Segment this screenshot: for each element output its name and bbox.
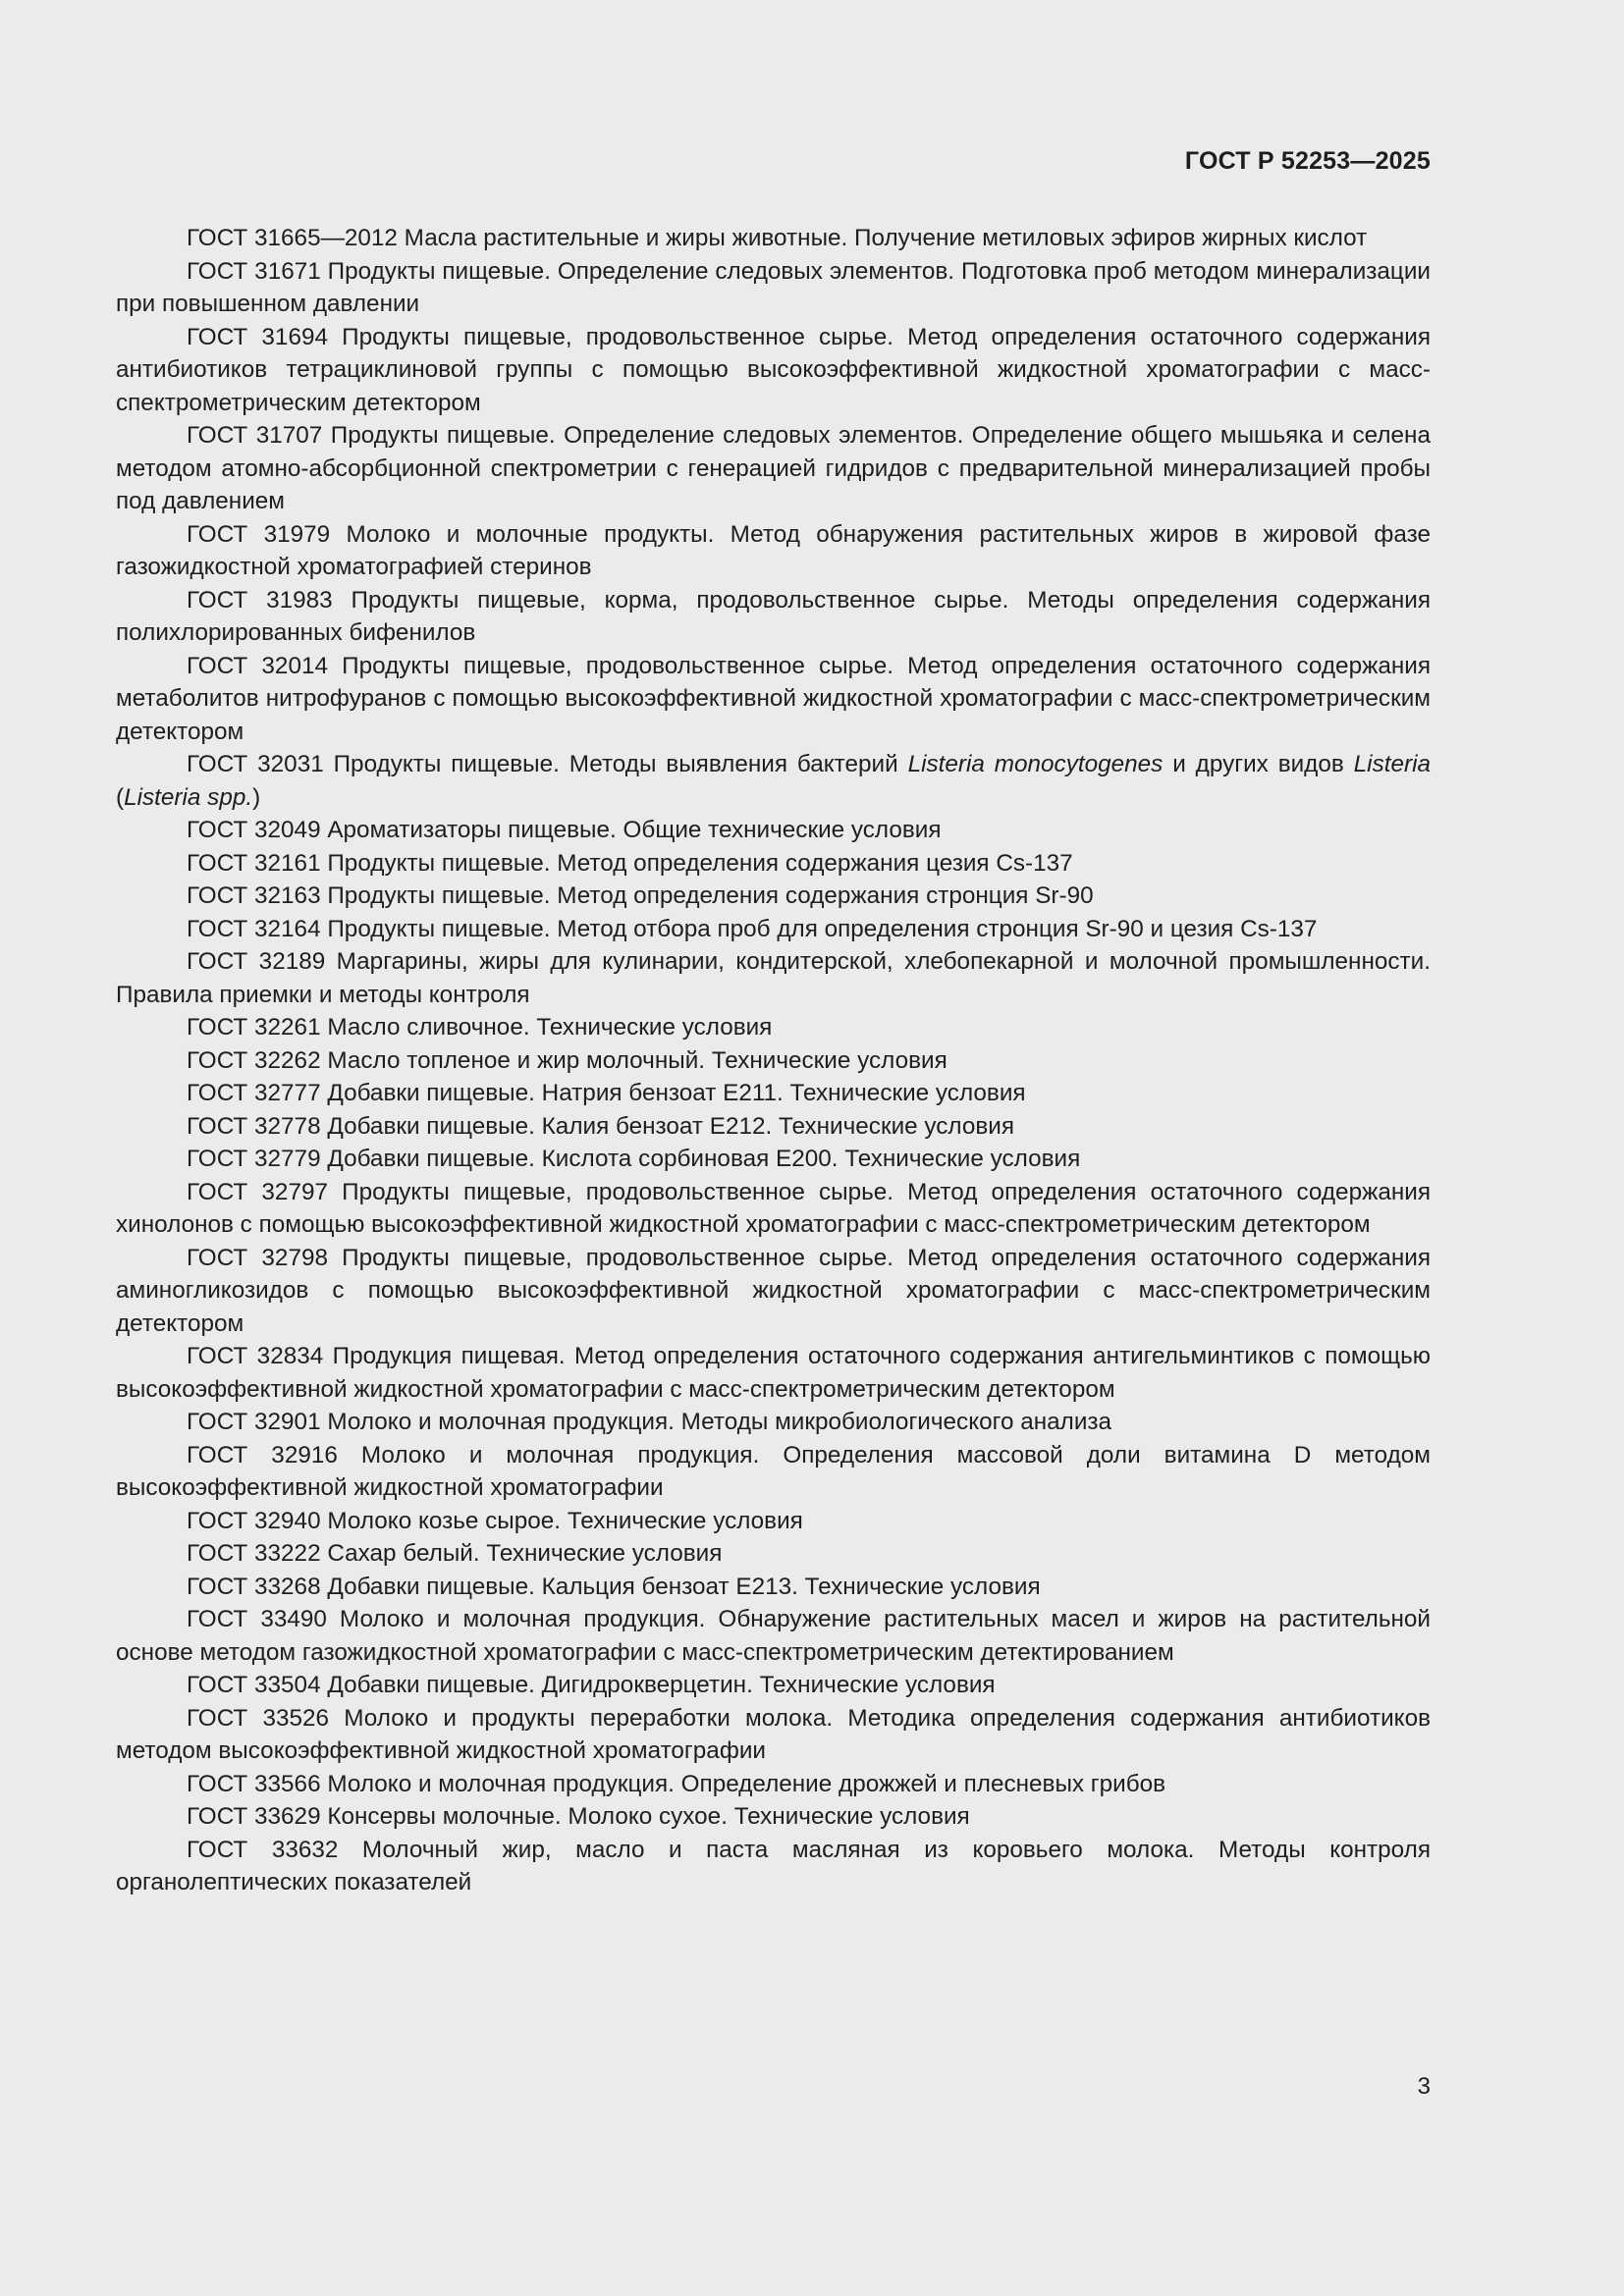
reference-entry xyxy=(116,255,1431,321)
reference-entry xyxy=(116,1800,1431,1834)
reference-italic-term: Listeria monocytogenes xyxy=(907,751,1164,777)
reference-text: ) xyxy=(252,783,261,811)
reference-entry xyxy=(116,1768,1431,1801)
reference-text: ГОСТ 32163 Продукты пищевые. Метод определения содержания стронция Sr-90 xyxy=(187,882,1094,909)
reference-text: ГОСТ 32797 Продукты пищевые, продовольственное сырье. Метод определения остаточного содержания хинолонов с помощью высокоэффективной жидкостной хроматографии с масс-спектрометрическим детектором xyxy=(116,1178,1431,1238)
reference-entry xyxy=(116,1011,1431,1044)
reference-text: ГОСТ 33566 Молоко и молочная продукция. Определение дрожжей и плесневых грибов xyxy=(187,1770,1166,1797)
reference-entry xyxy=(116,518,1431,584)
reference-text: ГОСТ 32031 Продукты пищевые. Методы выявления бактерий xyxy=(187,751,908,777)
reference-text: и других видов xyxy=(1163,751,1354,777)
reference-text: ГОСТ 32161 Продукты пищевые. Метод определения содержания цезия Cs-137 xyxy=(187,849,1073,877)
reference-italic-term: Listeria xyxy=(1353,751,1431,777)
reference-text: ГОСТ 31979 Молоко и молочные продукты. Метод обнаружения растительных жиров в жировой фазе газожидкостной хроматографией стеринов xyxy=(116,520,1431,580)
normative-references-list xyxy=(116,222,1431,1899)
reference-entry xyxy=(116,1406,1431,1439)
reference-entry xyxy=(116,1537,1431,1571)
reference-entry xyxy=(116,419,1431,518)
reference-text: ГОСТ 32261 Масло сливочное. Технические условия xyxy=(187,1014,773,1041)
reference-entry xyxy=(116,847,1431,881)
reference-text: ГОСТ 32778 Добавки пищевые. Калия бензоат E212. Технические условия xyxy=(187,1112,1015,1140)
reference-text: ГОСТ 32798 Продукты пищевые, продовольственное сырье. Метод определения остаточного содержания аминогликозидов с помощью высокоэффективной жидкостной хроматографии с масс-спектрометрическим детектором xyxy=(116,1244,1431,1337)
reference-entry xyxy=(116,748,1431,814)
reference-entry xyxy=(116,222,1431,255)
reference-text: ГОСТ 32777 Добавки пищевые. Натрия бензоат E211. Технические условия xyxy=(187,1080,1026,1106)
reference-entry xyxy=(116,584,1431,650)
reference-entry xyxy=(116,1077,1431,1110)
page-number: 3 xyxy=(1417,2073,1431,2100)
reference-text: ГОСТ 32940 Молоко козье сырое. Технические условия xyxy=(187,1507,803,1534)
reference-entry xyxy=(116,321,1431,420)
reference-text: ГОСТ 32901 Молоко и молочная продукция. Методы микробиологического анализа xyxy=(187,1409,1112,1435)
reference-text: ГОСТ 32262 Масло топленое и жир молочный. Технические условия xyxy=(187,1046,947,1074)
reference-entry xyxy=(116,913,1431,946)
reference-text: ГОСТ 31694 Продукты пищевые, продовольственное сырье. Метод определения остаточного содержания антибиотиков тетрациклиновой группы с помощью высокоэффективной жидкостной хроматографии с масс-спектрометрическим детектором xyxy=(116,323,1431,416)
reference-entry xyxy=(116,1044,1431,1078)
reference-text: ГОСТ 32014 Продукты пищевые, продовольственное сырье. Метод определения остаточного содержания метаболитов нитрофуранов с помощью высокоэффективной жидкостной хроматографии с масс-спектрометрическим детектором xyxy=(116,652,1431,745)
reference-entry xyxy=(116,1143,1431,1176)
reference-italic-term: Listeria spp. xyxy=(124,783,253,811)
reference-text: ГОСТ 31671 Продукты пищевые. Определение следовых элементов. Подготовка проб методом минерализации при повышенном давлении xyxy=(116,257,1431,317)
reference-text: ГОСТ 33268 Добавки пищевые. Кальция бензоат E213. Технические условия xyxy=(187,1573,1041,1600)
reference-text: ГОСТ 32916 Молоко и молочная продукция. Определения массовой доли витамина D методом высокоэффективной жидкостной хроматографии xyxy=(116,1441,1431,1501)
reference-entry xyxy=(116,945,1431,1011)
reference-entry xyxy=(116,1505,1431,1538)
reference-entry xyxy=(116,1702,1431,1768)
reference-entry xyxy=(116,1571,1431,1604)
reference-entry xyxy=(116,1439,1431,1505)
reference-text: ( xyxy=(116,783,125,811)
reference-text: ГОСТ 31665—2012 Масла растительные и жиры животные. Получение метиловых эфиров жирных кислот xyxy=(187,225,1368,251)
reference-entry xyxy=(116,1669,1431,1702)
reference-text: ГОСТ 32164 Продукты пищевые. Метод отбора проб для определения стронция Sr-90 и цезия Cs-137 xyxy=(187,915,1318,942)
reference-entry xyxy=(116,1834,1431,1899)
reference-entry xyxy=(116,814,1431,847)
reference-text: ГОСТ 33629 Консервы молочные. Молоко сухое. Технические условия xyxy=(187,1803,970,1830)
reference-text: ГОСТ 33526 Молоко и продукты переработки молока. Методика определения содержания антибиотиков методом высокоэффективной жидкостной хроматографии xyxy=(116,1704,1431,1764)
reference-text: ГОСТ 33504 Добавки пищевые. Дигидрокверцетин. Технические условия xyxy=(187,1672,996,1698)
reference-entry xyxy=(116,1340,1431,1406)
reference-entry xyxy=(116,880,1431,913)
reference-text: ГОСТ 32779 Добавки пищевые. Кислота сорбиновая E200. Технические условия xyxy=(187,1146,1081,1172)
reference-text: ГОСТ 31707 Продукты пищевые. Определение следовых элементов. Определение общего мышьяка и селена методом атомно-абсорбционной спектрометрии с генерацией гидридов с предварительной минерализацией пробы под давлением xyxy=(116,422,1431,514)
reference-text: ГОСТ 32189 Маргарины, жиры для кулинарии, кондитерской, хлебопекарной и молочной промышленности. Правила приемки и методы контроля xyxy=(116,948,1431,1008)
reference-entry xyxy=(116,1242,1431,1341)
reference-text: ГОСТ 32834 Продукция пищевая. Метод определения остаточного содержания антигельминтиков с помощью высокоэффективной жидкостной хроматографии с масс-спектрометрическим детектором xyxy=(116,1343,1431,1403)
reference-entry xyxy=(116,1603,1431,1669)
reference-text: ГОСТ 33632 Молочный жир, масло и паста масляная из коровьего молока. Методы контроля органолептических показателей xyxy=(116,1836,1431,1896)
reference-entry xyxy=(116,1110,1431,1144)
reference-entry xyxy=(116,1176,1431,1242)
reference-text: ГОСТ 33490 Молоко и молочная продукция. Обнаружение растительных масел и жиров на растительной основе методом газожидкостной хроматографии с масс-спектрометрическим детектированием xyxy=(116,1606,1431,1666)
reference-text: ГОСТ 33222 Сахар белый. Технические условия xyxy=(187,1540,723,1567)
reference-text: ГОСТ 32049 Ароматизаторы пищевые. Общие технические условия xyxy=(187,817,942,843)
document-header-id: ГОСТ Р 52253—2025 xyxy=(1184,147,1431,175)
reference-entry xyxy=(116,650,1431,749)
reference-text: ГОСТ 31983 Продукты пищевые, корма, продовольственное сырье. Методы определения содержания полихлорированных бифенилов xyxy=(116,586,1431,646)
